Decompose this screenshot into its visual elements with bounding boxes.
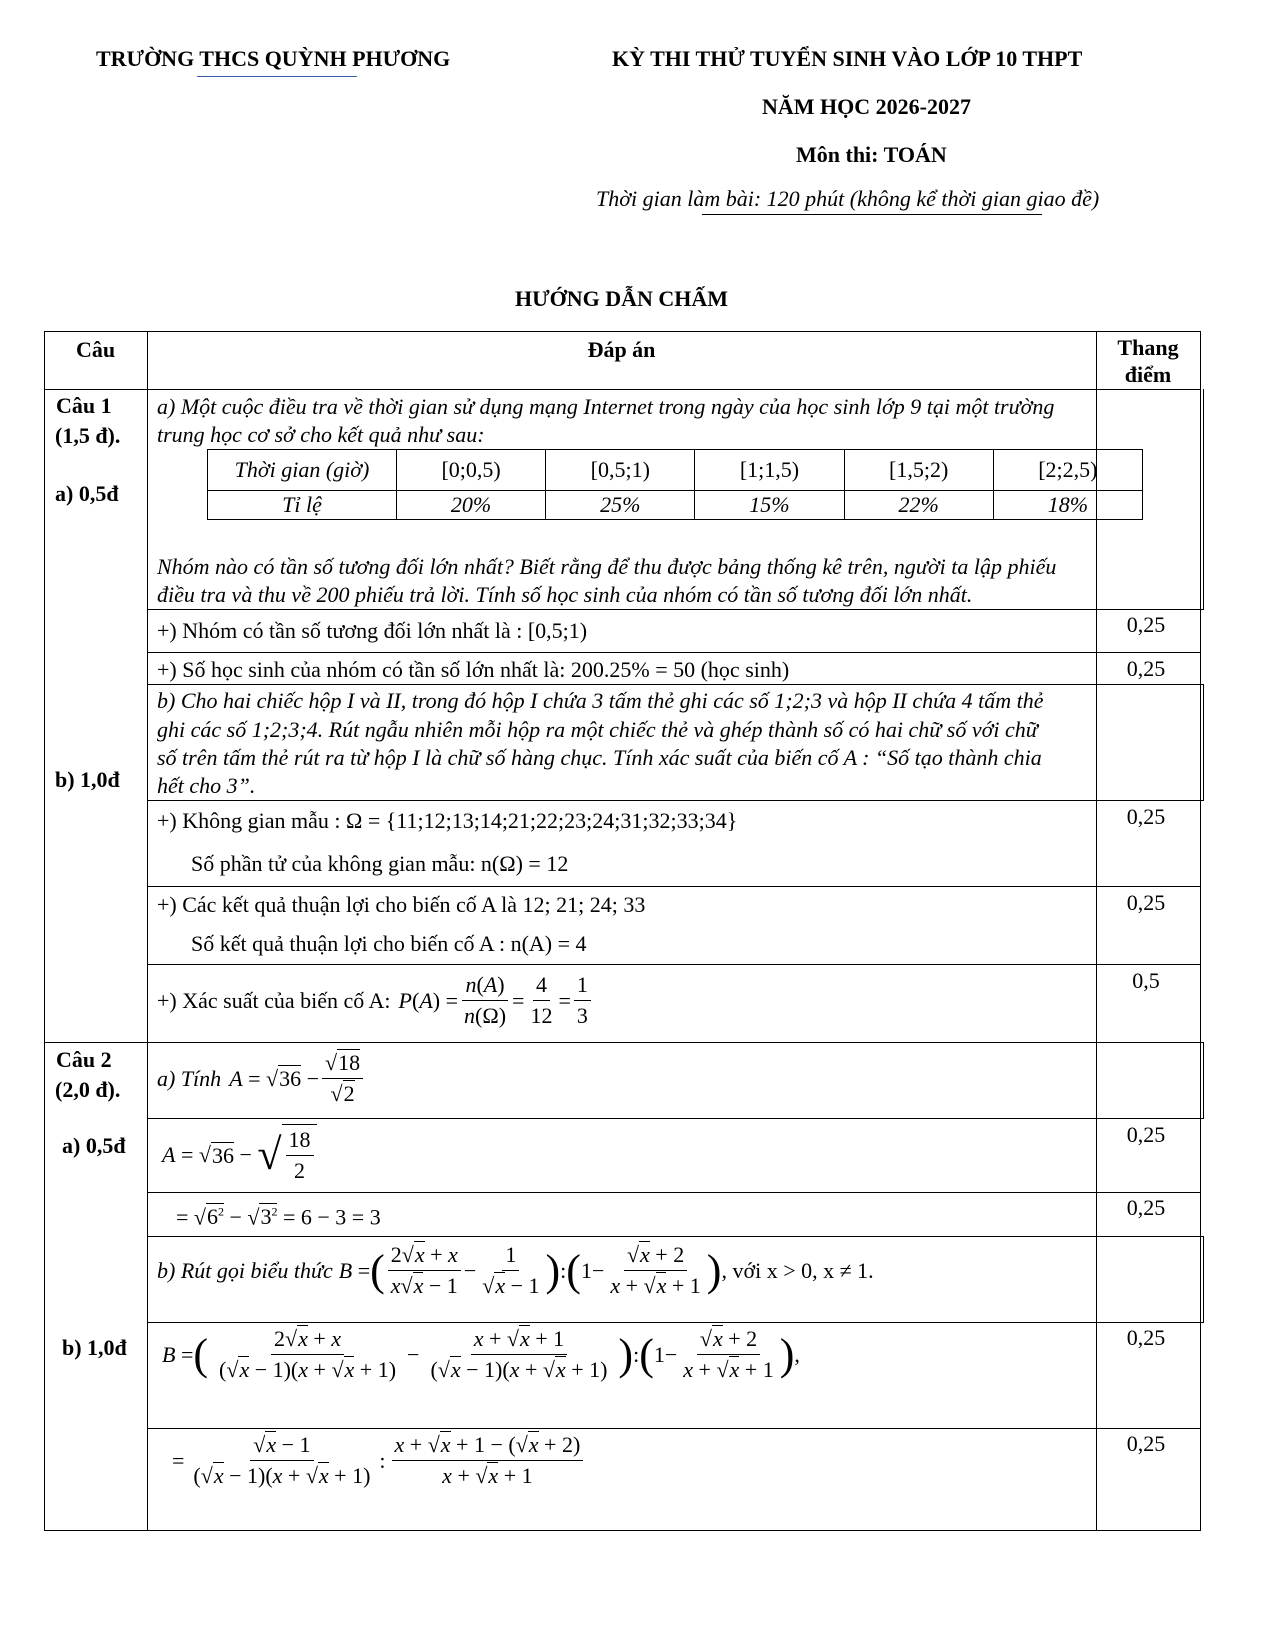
score: 0,25 (1126, 612, 1166, 637)
score: 0,25 (1126, 890, 1166, 915)
score: 0,25 (1126, 1122, 1166, 1147)
cau1-answer-b1: +) Không gian mẫu : Ω = {11;12;13;14;21;22;23;24;31;32;33;34} (157, 808, 738, 833)
cau1-answer-b5-prefix: +) Xác suất của biến cố A: (157, 987, 391, 1013)
cau1-question-b-line1: b) Cho hai chiếc hộp I và II, trong đó hộp I chứa 3 tấm thẻ ghi các số 1;2;3 và hộp II chứa 4 tấm thẻ (157, 688, 1044, 713)
cau2-question-b (157, 1240, 874, 1301)
exam-title: KỲ THI THỬ TUYỂN SINH VÀO LỚP 10 THPT (612, 46, 1083, 71)
freq-interval: [0;0,5) (397, 450, 546, 491)
cau2-answer-a1: A = √ 36 − √ $\frac{18}{2}$ (162, 1124, 317, 1186)
cau1-question-a-line1: a) Một cuộc điều tra về thời gian sử dụng mạng Internet trong ngày của học sinh lớp 9 tại một trường (157, 394, 1055, 419)
freq-interval: [1;1,5) (695, 450, 844, 491)
cau1-points: (1,5 đ). (55, 423, 121, 448)
freq-rate: 15% (695, 491, 844, 520)
expression-b: B = ( $\frac{2√x + x}{x√x - 1}$ − $\frac{1}{√x - 1}$ ) : ( 1− $\frac{√x + 2}{x + √x + 1}$ ) (338, 1242, 722, 1298)
col-header-diem: điểm (1124, 362, 1172, 387)
cau1-question-b-line4: hết cho 3”. (157, 773, 256, 798)
freq-rate: 25% (546, 491, 695, 520)
score: 0,25 (1126, 1325, 1166, 1350)
score: 0,25 (1126, 1195, 1166, 1220)
cau1-answer-b4: Số kết quả thuận lợi cho biến cố A : n(A) = 4 (191, 931, 587, 956)
col-header-cau: Câu (75, 337, 116, 362)
frequency-table (207, 449, 1143, 520)
expression-a: A = √ 36 − $\frac{√18}{√2}$ (229, 1048, 366, 1109)
cau1-question-b-line2: ghi các số 1;2;3;4. Rút ngẫu nhiên mỗi hộp ra một chiếc thẻ và ghép thành số có hai chữ số với chữ (157, 717, 1038, 742)
freq-interval: [0,5;1) (546, 450, 695, 491)
cau2-part-a: a) 0,5đ (62, 1133, 126, 1158)
time-note: Thời gian làm bài: 120 phút (không kể thời gian giao đề) (596, 186, 1100, 211)
cau1-question-b-line3: số trên tấm thẻ rút ra từ hộp I là chữ số hàng chục. Tính xác suất của biến cố A : “Số tạo thành chia (157, 745, 1042, 770)
probability-formula: P ( A ) = $\frac{n(A)}{n(\Omega)}$ = $\frac{4}{12}$ = $\frac{1}{3}$ (399, 970, 594, 1031)
cau2-answer-b1: B = ( $\frac{2√x + x}{(√x - 1)(x + √x + 1)}$ − $\frac{x + √x + 1}{(√x - 1)(x + √x + 1)}$ ) : ( 1− $\frac{√x + 2}{x + √x + 1}$ ) , (162, 1326, 800, 1382)
cau1-question-a-line4: điều tra và thu về 200 phiếu trả lời. Tính số học sinh của nhóm có tần số tương đối lớn nhất. (157, 582, 973, 607)
school-name: TRƯỜNG THCS QUỲNH PHƯƠNG (96, 46, 451, 71)
cau1-answer-a1: +) Nhóm có tần số tương đối lớn nhất là : [0,5;1) (157, 618, 588, 643)
cau1-answer-b3: +) Các kết quả thuận lợi cho biến cố A là 12; 21; 24; 33 (157, 892, 646, 917)
cau2-label: Câu 2 (56, 1047, 112, 1072)
col-header-thang: Thang (1117, 335, 1179, 360)
exam-subject: Môn thi: TOÁN (796, 142, 947, 167)
freq-rate: 22% (844, 491, 993, 520)
cau2-question-b-suffix: , với x > 0, x ≠ 1. (721, 1257, 874, 1283)
freq-rate: 18% (993, 491, 1142, 520)
cau1-label: Câu 1 (56, 393, 112, 418)
doc-title: HƯỚNG DẪN CHẤM (515, 286, 729, 311)
cau2-question-a (157, 1048, 366, 1109)
freq-interval: [1,5;2) (844, 450, 993, 491)
cau1-part-a: a) 0,5đ (55, 481, 119, 506)
school-underline (197, 76, 357, 77)
freq-rate: 20% (397, 491, 546, 520)
freq-row2-label: Tỉ lệ (208, 491, 397, 520)
exam-year: NĂM HỌC 2026-2027 (762, 94, 971, 119)
time-note-underline (702, 214, 1042, 215)
cau1-question-a-line2: trung học cơ sở cho kết quả như sau: (157, 422, 485, 447)
freq-row1-label: Thời gian (giờ) (208, 450, 397, 491)
cau1-answer-b2: Số phần tử của không gian mẫu: n(Ω) = 12 (191, 851, 569, 876)
cau2-points: (2,0 đ). (55, 1077, 121, 1102)
cau2-question-b-prefix: b) Rút gọi biểu thức (157, 1257, 333, 1283)
cau1-answer-b5 (157, 970, 594, 1031)
cau1-question-a-line3: Nhóm nào có tần số tương đối lớn nhất? Biết rằng để thu được bảng thống kê trên, người ta lập phiếu (157, 554, 1057, 579)
score: 0,25 (1126, 656, 1166, 681)
score: 0,25 (1126, 1431, 1166, 1456)
cau2-answer-a2: = $√6^2 - √3^2 = 6 - 3 = 3$ (176, 1204, 381, 1230)
cau1-part-b: b) 1,0đ (55, 767, 120, 792)
score: 0,5 (1132, 968, 1160, 993)
col-header-dap-an: Đáp án (587, 337, 656, 362)
cau1-answer-a2: +) Số học sinh của nhóm có tần số lớn nhất là: 200.25% = 50 (học sinh) (157, 657, 790, 682)
freq-interval: [2;2,5) (993, 450, 1142, 491)
score: 0,25 (1126, 804, 1166, 829)
cau2-answer-b2: = $\frac{√x - 1}{(√x - 1)(x + √x + 1)}$ : $\frac{x + √x + 1 - (√x + 2)}{x + √x + 1}$ (172, 1430, 589, 1491)
cau2-part-b: b) 1,0đ (62, 1335, 127, 1360)
cau2-question-a-prefix: a) Tính (157, 1065, 222, 1091)
